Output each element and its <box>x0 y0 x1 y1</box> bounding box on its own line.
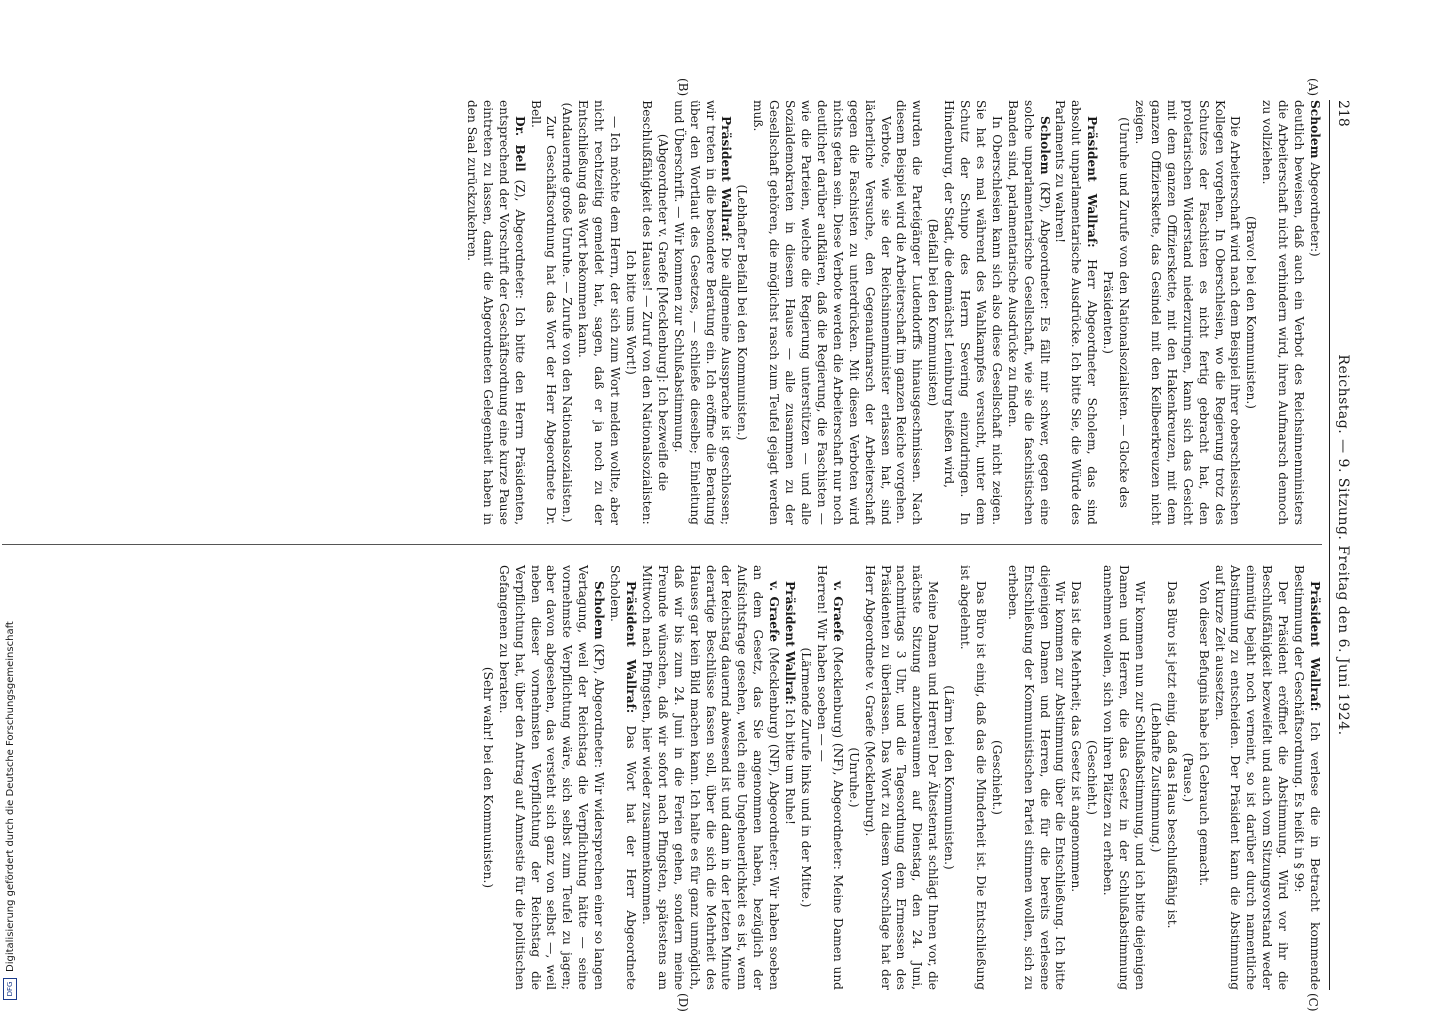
paragraph <box>940 565 956 990</box>
paragraph <box>1211 565 1291 990</box>
paragraph-text: (Andauernde große Unruhe. — Zurufe von den Nationalsozialisten.) <box>560 102 575 523</box>
paragraph-text: Das ist die Mehrheit; das Gesetz ist angenommen. <box>1069 581 1084 893</box>
dfg-logo: DFG <box>3 978 17 1000</box>
paragraph-text: (Lebhafte Zustimmung.) <box>1148 702 1163 853</box>
paragraph-text: (Z), Abgeordneter: Ich bitte den Herrn Präsidenten, entsprechend der Vorschrift der Geschäftsordnung eine kurze Pause eintreten zu lassen, damit die Abgeordneten Gelegenheit haben in den Saal zurückzukehren. <box>464 100 527 525</box>
right-column <box>479 565 1322 990</box>
paragraph <box>1068 565 1084 990</box>
paragraph-text: Wir kommen nun zur Schlußabstimmung, und ich bitte diejenigen Damen und Herren, die das Gesetz in der Schlußabstimmung annehmen wollen, sich von ihren Plätzen zu erheben. <box>1101 565 1148 990</box>
paragraph-text: (Unruhe und Zurufe von den Nationalsozialisten. — Glocke des Präsidenten.) <box>1101 117 1132 508</box>
paragraph <box>1099 100 1131 525</box>
paragraph-text: Zur Geschäftsordnung hat das Wort der Herr Abgeordnete Dr. Bell. <box>528 100 559 525</box>
paragraph-text: Herr Abgeordneter Scholem, das sind absolut unparlamentarische Ausdrücke. Ich bitte Sie, die Würde des Parlaments zu wahren! <box>1053 100 1100 525</box>
column-divider <box>2 544 1322 545</box>
paragraph <box>797 565 813 990</box>
speaker-name: Scholem <box>1037 116 1052 175</box>
paragraph <box>1242 100 1258 525</box>
page-header <box>1328 100 1350 990</box>
paragraph-text: deutlich beweisen, daß auch ein Verbot des Reichsinnenministers die Arbeiterschaft nicht verhindern wird, ihren Aufmarsch dennoch zu vollziehen. <box>1260 100 1307 525</box>
paragraph-text: (Mecklenburg) (NF), Abgeordneter: Meine Damen und Herren! Wir haben soeben — — <box>814 565 845 990</box>
paragraph <box>1052 100 1100 525</box>
paragraph-text: (Mecklenburg) (NF), Abgeordneter: Wir haben soeben an dem Gesetz, das Sie angenommen haben, bezüglich der Aufsichtsfrage gesehen, welch eine Ungeheuerlichkeit es ist, wenn der Reichstag dauernd abwesend ist und dann in der letzten Minute derartige Beschlüsse fassen soll, über die sich die Mehrheit des Hauses gar kein Bild machen kann. Ich halte es für ganz unmöglich, daß wir bis zum 24. Juni in die Ferien gehen, sondern meine Freunde wünschen, daß wir sofort nach Pfingsten, spätestens am Mittwoch nach Pfingsten, hier wieder zusammenkommen. <box>639 565 782 990</box>
paragraph <box>1099 565 1147 990</box>
paragraph-text: Wir kommen zur Abstimmung über die Entschließung. Ich bitte diejenigen Damen und Herren, die für die bereits verlesene Entschließung der Kommunistischen Partei stimmen wollen, sich zu erheben. <box>1005 565 1068 990</box>
margin-letter-d: (D) <box>676 993 690 1012</box>
paragraph-text: In Oberschlesien kann sich also diese Gesellschaft nicht zeigen. Sie hat es mal während des Wahlkampfes versucht, unter dem Schutz der Schupo des Herrn Severing einzudringen. In Hindenburg, der Stadt, die demnächst Leninburg heißen wird, <box>942 100 1004 525</box>
paragraph-text: wurden die Parteigänger Ludendorffs hinausgeschmissen. Nach diesem Beispiel wird die Arbeiterschaft im ganzen Reiche vorgehen. <box>894 100 925 525</box>
paragraph <box>861 565 941 990</box>
paragraph <box>463 100 527 525</box>
paragraph <box>574 100 622 525</box>
speaker-name: Scholem <box>1308 100 1322 159</box>
paragraph-text: (Unruhe.) <box>846 747 861 808</box>
paragraph-text: Das Wort hat der Herr Abgeordnete Scholem. <box>608 565 639 991</box>
paragraph-text: (Lärmende Zurufe links und in der Mitte.) <box>799 647 813 908</box>
paragraph <box>1306 100 1322 525</box>
speaker-name: Scholem <box>592 581 607 640</box>
paragraph <box>749 100 892 525</box>
paragraph-text: Meine Damen und Herren! Der Ältestenrat schlägt Ihnen vor, die nächste Sitzung anzuberaumen auf Dienstag, den 24. Juni, nachmittags 3 Uhr, und die Tagesordnung dem Ermessen des Präsidenten zu überlassen. Das Wort zu diesem Vorschlage hat der Herr Abgeordnete v. Graefe (Mecklenburg). <box>862 565 941 990</box>
paragraph <box>1004 100 1052 525</box>
digitization-credit <box>3 621 17 1000</box>
paragraph <box>1147 565 1163 990</box>
paragraph <box>670 100 734 525</box>
speaker-name: v. Graefe <box>830 581 845 642</box>
speaker-name: Präsident Wallraf: <box>783 581 798 705</box>
paragraph <box>527 100 559 525</box>
paragraph-text: Die allgemeine Aussprache ist geschlossen; wir treten in die besondere Beratung ein. Ich eröffne die Beratung über den Wortlaut des Gesetzes, — schließe dieselbe; Einleitung und Überschrift. — Wir kommen zur Schlußabstimmung. <box>671 100 734 526</box>
paragraph <box>638 565 781 990</box>
paragraph-text: (Lebhafter Beifall bei den Kommunisten.) <box>735 184 750 441</box>
paragraph <box>495 565 606 990</box>
speaker-name: v. Graefe <box>767 581 782 643</box>
paragraph-text: Das Büro ist einig, daß das die Minderheit ist. Die Entschließung ist abgelehnt. <box>958 565 988 990</box>
paragraph-text: (Bravo! bei den Kommunisten.) <box>1244 216 1259 409</box>
speaker-name: Präsident Wallraf: <box>719 116 734 242</box>
paragraph-text: Das Büro ist jetzt einig, daß das Haus beschlußfähig ist. <box>1164 581 1179 929</box>
paragraph <box>606 565 638 990</box>
paragraph-text: (Pause.) <box>1180 752 1195 803</box>
paragraph-text: Die Arbeiterschaft wird nach dem Beispiel ihrer oberschlesischen Kollegen vorgehen. In Oberschlesien, wo die Regierung trotz des Schutzes der Faschisten es nicht fertig gebracht hat, den proletarischen Widerstand niederzuringen, kann sich das Gesicht mit dem ganzen Offizierskette, mit den Hakenkreuzen, mit dem ganzen Offizierskette, das Gesindel mit den Keilbeerkreuzen nicht zeigen. <box>1133 100 1243 525</box>
paragraph-text: Verbote, wie sie der Reichsinnenminister erlassen hat, sind lächerliche Versuche, den Gegenaufmarsch der Arbeiterschaft gegen die Faschisten zu unterdrücken. Mit diesen Verboten wird nichts getan sein. Diese Verbote werden die Arbeiterschaft nur noch deutlicher darüber aufklären, daß die Regierung, die Faschisten — wie die Parteien, welche die Regierung unterstützen — und alle Sozialdemokraten in diesem Hause — alle zusammen zu der Gesellschaft gehören, die möglichst rasch zum Teufel gejagt werden muß. <box>751 100 893 525</box>
digitization-credit-text: Digitalisierung gefördert durch die Deutsche Forschungsgemeinschaft <box>5 621 16 972</box>
paragraph-text: (KP), Abgeordneter: Es fällt mir schwer, gegen eine solche unparlamentarische Gesellschaft, wie sie die faschistischen Banden sind, parlamentarische Ausdrücke zu finden. <box>1005 100 1052 525</box>
page-number: 218 <box>1335 100 1351 127</box>
margin-letter-b: (B) <box>676 78 690 97</box>
paragraph <box>1004 565 1068 990</box>
paragraph-text: (Lärm bei den Kommunisten.) <box>942 685 957 870</box>
paragraph <box>1083 565 1099 990</box>
paragraph <box>893 100 925 525</box>
paragraph <box>813 565 845 990</box>
paragraph-text: (Beifall bei den Kommunisten) <box>926 218 941 407</box>
paragraph-text: Ich bitte um Ruhe! <box>783 704 798 825</box>
paragraph-text: Abgeordneter:) <box>1308 158 1322 257</box>
speaker-name: Präsident Wallraf: <box>624 581 639 714</box>
paragraph-text: (Geschieht.) <box>989 739 1004 816</box>
paragraph <box>733 100 749 525</box>
paragraph <box>845 565 861 990</box>
paragraph-text: (Geschieht.) <box>1085 739 1100 816</box>
paragraph-text: Ich verlese die in Betracht kommende Bestimmung der Geschäftsordnung. Es heißt in § 99: <box>1292 565 1322 990</box>
paragraph <box>940 100 1004 525</box>
paragraph <box>1131 100 1242 525</box>
margin-letter-a: (A) <box>1306 78 1320 97</box>
speaker-name: Dr. Bell <box>512 116 527 172</box>
paragraph-text: (Abgeordneter v. Graefe [Mecklenburg]: Ich bezweifle die Beschlußfähigkeit des Hauses! — Zuruf von den Nationalsozialisten: Ich bitte ums Wort!) <box>624 100 670 525</box>
paragraph <box>1290 565 1322 990</box>
header-rule <box>1329 100 1330 990</box>
left-column <box>463 100 1322 525</box>
speaker-name: Präsident Wallraf: <box>1085 116 1100 248</box>
paragraph <box>1258 100 1306 525</box>
paragraph-text: — Ich möchte dem Herrn, der sich zum Wort melden wollte, aber nicht rechtzeitig gemeldet hat, sagen, daß er ja noch zu der Entschließung das Wort bekommen kann. <box>576 100 623 525</box>
paragraph-text: (KP), Abgeordneter: Wir widersprechen einer so langen Vertagung, weil der Reichstag die Verpflichtung hätte — seine vornehmste Verpflichtung wäre, sich selbst zum Teufel zu jagen; aber davon abgesehen, das versteht sich ganz von selbst —, weil neben dieser vornehmsten Verpflichtung der Reichstag die Verpflichtung hat, über den Antrag auf Amnestie für die politischen Gefangenen zu beraten. <box>496 565 607 990</box>
speaker-name: Präsident Wallraf: <box>1308 581 1322 712</box>
margin-letter-c: (C) <box>1306 993 1320 1012</box>
paragraph-text: Von dieser Befugnis habe ich Gebrauch gemacht. <box>1196 581 1211 887</box>
paragraph <box>559 100 575 525</box>
paragraph <box>956 565 988 990</box>
paragraph-text: (Sehr wahr! bei den Kommunisten.) <box>480 666 495 889</box>
paragraph <box>781 565 797 990</box>
rotated-document-page <box>0 78 1351 1012</box>
paragraph <box>1195 565 1211 990</box>
running-title: Reichstag. — 9. Sitzung. Freitag den 6. Juni 1924. <box>1335 354 1351 736</box>
paragraph <box>622 100 670 525</box>
paragraph <box>988 565 1004 990</box>
paragraph <box>479 565 495 990</box>
paragraph <box>924 100 940 525</box>
paragraph <box>1179 565 1195 990</box>
paragraph <box>1163 565 1179 990</box>
paragraph-text: Der Präsident eröffnet die Abstimmung. Wird vor ihr die Beschlußfähigkeit bezweifelt und auch vom Sitzungsvorstand weder einmütig bejaht noch verneint, so ist darüber durch namentliche Abstimmung zu entscheiden. Der Präsident kann die Abstimmung auf kurze Zeit aussetzen. <box>1212 565 1291 990</box>
